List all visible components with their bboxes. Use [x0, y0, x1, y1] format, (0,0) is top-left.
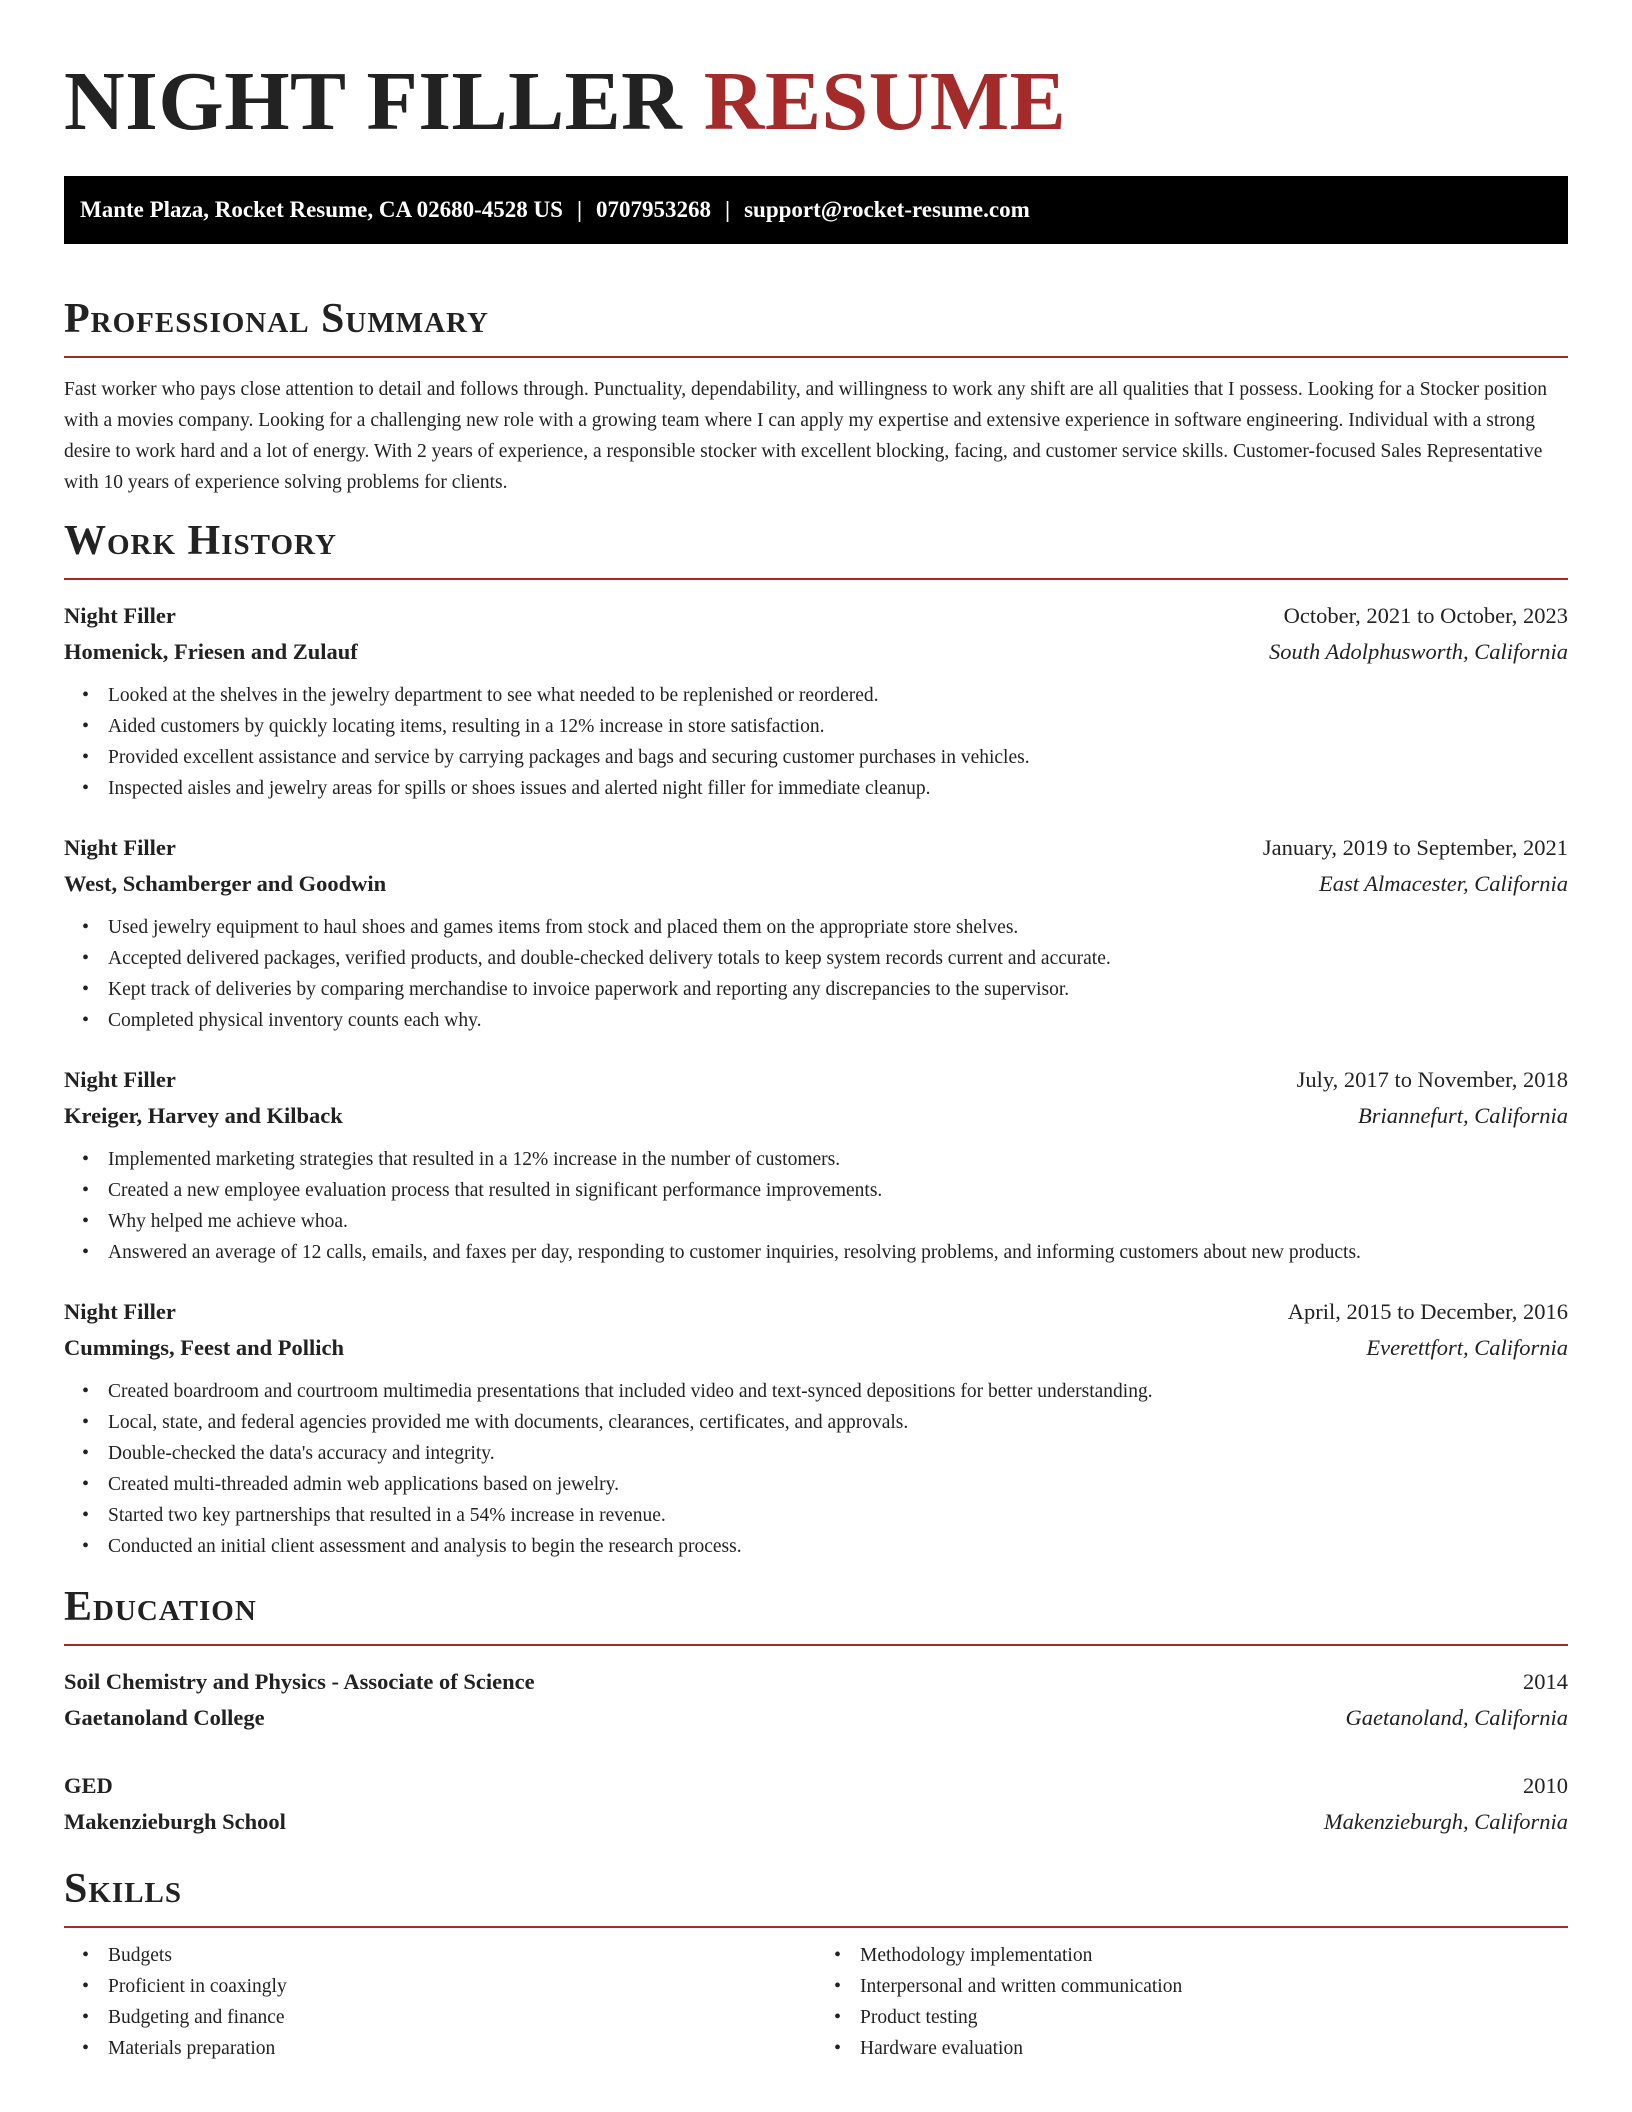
job-company: Kreiger, Harvey and Kilback	[64, 1103, 343, 1128]
job-company: Homenick, Friesen and Zulauf	[64, 639, 358, 664]
contact-separator: |	[576, 197, 583, 222]
education-year: 2010	[1523, 1773, 1568, 1798]
job-location: Briannefurt, California	[1357, 1103, 1568, 1128]
job-location: Everettfort, California	[1366, 1335, 1568, 1360]
job-duties-list	[64, 1376, 1568, 1562]
education-degree: GED	[64, 1773, 113, 1798]
summary-text: Fast worker who pays close attention to detail and follows through. Punctuality, dependability, and willingness to work any shift are all qualities that I possess. Looking for a Stocker position with a movies company. Looking for a challenging new role with a growing team where I can apply my expertise and extensive experience in software engineering. Individual with a strong desire to work hard and a lot of energy. With 2 years of experience, a responsible stocker with excellent blocking, facing, and customer service skills. Customer-focused Sales Representative with 10 years of experience solving problems for clients.	[64, 379, 1547, 493]
contact-separator: |	[725, 197, 731, 222]
summary-heading: Professional Summary	[64, 294, 1568, 358]
job-title: Night Filler	[64, 1067, 176, 1092]
job-header	[64, 598, 1568, 634]
education-header	[64, 1768, 1568, 1804]
job-title: Night Filler	[64, 1299, 176, 1324]
job-dates: July, 2017 to November, 2018	[1296, 1067, 1568, 1092]
job-duties-list	[64, 1144, 1568, 1268]
education-subheader	[64, 1804, 1568, 1840]
education-year: 2014	[1523, 1669, 1568, 1694]
education-entry	[64, 1768, 1568, 1840]
job-duty: • Implemented marketing strategies that resulted in a 12% increase in the number of customers.	[108, 1144, 1568, 1175]
job-duty: • Double-checked the data's accuracy and integrity.	[108, 1438, 1568, 1469]
job-entry	[64, 1294, 1568, 1562]
skills-grid	[64, 1940, 1568, 2064]
job-duties-list	[64, 912, 1568, 1036]
job-duty: • Conducted an initial client assessment and analysis to begin the research process.	[108, 1531, 1568, 1562]
resume-page	[64, 0, 1568, 2064]
education-location: Gaetanoland, California	[1345, 1705, 1568, 1730]
skill-item: • Interpersonal and written communication	[860, 1971, 1568, 2002]
skill-item: • Methodology implementation	[860, 1940, 1568, 1971]
job-subheader	[64, 1330, 1568, 1366]
education-section	[64, 1582, 1568, 1840]
job-duty: • Kept track of deliveries by comparing merchandise to invoice paperwork and reporting any discrepancies to the supervisor.	[108, 974, 1568, 1005]
job-duty: • Local, state, and federal agencies provided me with documents, clearances, certificates, and approvals.	[108, 1407, 1568, 1438]
job-dates: October, 2021 to October, 2023	[1283, 603, 1568, 628]
job-title: Night Filler	[64, 835, 176, 860]
education-header	[64, 1664, 1568, 1700]
education-location: Makenzieburgh, California	[1323, 1809, 1568, 1834]
education-subheader	[64, 1700, 1568, 1736]
skill-item: • Budgeting and finance	[108, 2002, 816, 2033]
contact-phone[interactable]: 0707953268	[596, 197, 712, 222]
job-duty: • Answered an average of 12 calls, emails, and faxes per day, responding to customer inquiries, resolving problems, and informing customers about new products.	[108, 1237, 1568, 1268]
skill-item: • Hardware evaluation	[860, 2033, 1568, 2064]
work-history-section	[64, 516, 1568, 1562]
skill-item: • Proficient in coaxingly	[108, 1971, 816, 2002]
skill-item: • Budgets	[108, 1940, 816, 1971]
job-duty: • Inspected aisles and jewelry areas for spills or shoes issues and alerted night filler for immediate cleanup.	[108, 773, 1568, 804]
job-duty: • Accepted delivered packages, verified products, and double-checked delivery totals to keep system records current and accurate.	[108, 943, 1568, 974]
job-duty: • Started two key partnerships that resulted in a 54% increase in revenue.	[108, 1500, 1568, 1531]
contact-address: Mante Plaza, Rocket Resume, CA 02680-4528 US	[80, 197, 563, 222]
job-company: West, Schamberger and Goodwin	[64, 871, 387, 896]
job-duties-list	[64, 680, 1568, 804]
job-subheader	[64, 634, 1568, 670]
job-subheader	[64, 1098, 1568, 1134]
job-company: Cummings, Feest and Pollich	[64, 1335, 345, 1360]
job-header	[64, 1062, 1568, 1098]
skills-section	[64, 1864, 1568, 2064]
resume-title	[64, 0, 1568, 148]
education-school: Makenzieburgh School	[64, 1809, 286, 1834]
job-location: South Adolphusworth, California	[1268, 639, 1568, 664]
summary-section	[64, 294, 1568, 498]
skill-item: • Materials preparation	[108, 2033, 816, 2064]
job-duty: • Used jewelry equipment to haul shoes and games items from stock and placed them on the appropriate store shelves.	[108, 912, 1568, 943]
job-dates: April, 2015 to December, 2016	[1287, 1299, 1568, 1324]
skill-item: • Product testing	[860, 2002, 1568, 2033]
job-duty: • Aided customers by quickly locating items, resulting in a 12% increase in store satisfaction.	[108, 711, 1568, 742]
job-title: Night Filler	[64, 603, 176, 628]
job-duty: • Created a new employee evaluation process that resulted in significant performance improvements.	[108, 1175, 1568, 1206]
skills-heading: Skills	[64, 1864, 1568, 1928]
education-school: Gaetanoland College	[64, 1705, 265, 1730]
name-text: NIGHT FILLER	[64, 55, 683, 148]
job-dates: January, 2019 to September, 2021	[1262, 835, 1568, 860]
job-entry	[64, 598, 1568, 804]
job-duty: • Created boardroom and courtroom multimedia presentations that included video and text-synced depositions for better understanding.	[108, 1376, 1568, 1407]
job-header	[64, 830, 1568, 866]
job-duty: • Looked at the shelves in the jewelry department to see what needed to be replenished or reordered.	[108, 680, 1568, 711]
education-entry	[64, 1664, 1568, 1736]
job-subheader	[64, 866, 1568, 902]
education-heading: Education	[64, 1582, 1568, 1646]
job-duty: • Provided excellent assistance and service by carrying packages and bags and securing customer purchases in vehicles.	[108, 742, 1568, 773]
job-duty: • Why helped me achieve whoa.	[108, 1206, 1568, 1237]
skills-list-left	[64, 1940, 816, 2064]
name-accent-text: RESUME	[703, 55, 1067, 148]
job-header	[64, 1294, 1568, 1330]
job-duty: • Completed physical inventory counts each why.	[108, 1005, 1568, 1036]
contact-bar	[64, 176, 1568, 244]
job-entry	[64, 1062, 1568, 1268]
job-location: East Almacester, California	[1319, 871, 1568, 896]
skills-list-right	[816, 1940, 1568, 2064]
job-duty: • Created multi-threaded admin web applications based on jewelry.	[108, 1469, 1568, 1500]
contact-email[interactable]: support@rocket-resume.com	[744, 197, 1030, 222]
education-degree: Soil Chemistry and Physics - Associate of Science	[64, 1669, 535, 1694]
work-history-heading: Work History	[64, 516, 1568, 580]
job-entry	[64, 830, 1568, 1036]
